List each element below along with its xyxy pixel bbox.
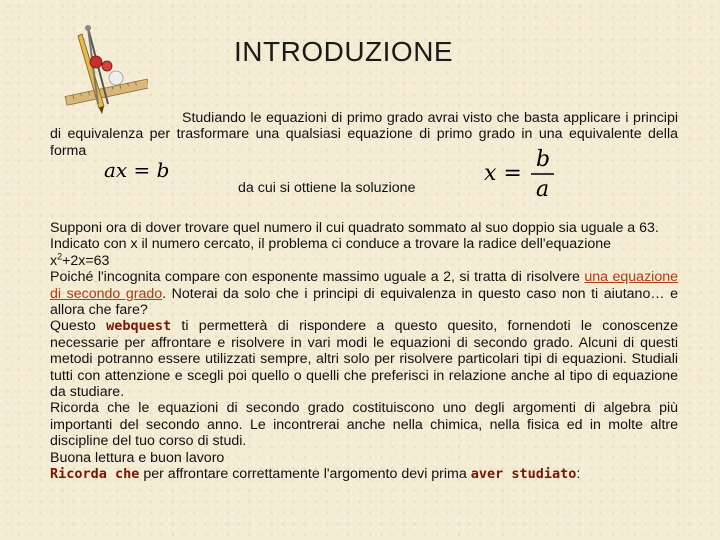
page-title: INTRODUZIONE xyxy=(234,36,454,67)
studied-emphasis: aver studiato xyxy=(470,466,577,483)
formula-denominator: a xyxy=(536,177,550,202)
paragraph-equation-intro: Indicato con x il numero cercato, il problema ci conduce a trovare la radice dell'equazione xyxy=(50,236,612,253)
text-span: per affrontare correttamente l'argomento devi prima xyxy=(143,466,467,483)
equation-rest: +2x=63 xyxy=(62,252,110,269)
paragraph-equation xyxy=(50,253,678,269)
linear-equation-formula: ax = b xyxy=(104,158,170,182)
drawing-tools-icon xyxy=(58,18,148,118)
formula-lhs: x = xyxy=(484,161,522,186)
equation-exponent: 2 xyxy=(57,251,63,262)
paragraph-problem: Supponi ora di dover trovare quel numero il cui quadrato sommato al suo doppio sia uguale a 63. xyxy=(50,220,659,236)
paragraph-webquest xyxy=(50,318,678,400)
text-span: Poiché l'incognita compare con esponente massimo uguale a 2, si tratta di risolvere xyxy=(50,269,580,286)
paragraph-greeting: Buona lettura e buon lavoro xyxy=(50,449,225,466)
solution-text: da cui si ottiene la soluzione xyxy=(238,180,416,196)
webquest-emphasis: webquest xyxy=(106,318,172,335)
text-span: : xyxy=(576,466,581,483)
text-span: . Noterai da solo che i principi di equivalenza in questo caso non ti aiutano… e allora che fare? xyxy=(50,285,678,319)
solution-formula xyxy=(484,144,564,204)
paragraph-second-degree xyxy=(50,269,678,318)
body-text xyxy=(50,220,678,483)
paragraph-reminder xyxy=(50,466,678,482)
equation-base: x xyxy=(50,252,58,269)
text-span: ti permetterà di rispondere a questo quesito, fornendoti le conoscenze necessarie per affrontare e risolvere in vari modi le equazioni di secondo grado. Alcuni di questi metodi potranno essere utilizzati sempre, altri solo per risolvere particolari tipi di equazioni. Studiali tutti con attenzione e scegli poi quello o quelli che preferisci in relazione anche al tipo di equazione da studiare. xyxy=(50,318,678,401)
formula-numerator: b xyxy=(536,147,551,172)
reminder-emphasis: Ricorda che xyxy=(50,466,140,483)
intro-paragraph: Studiando le equazioni di primo grado avrai visto che basta applicare i principi di equivalenza per trasformare una qualsiasi equazione di primo grado in una equivalente della forma xyxy=(50,110,678,159)
text-span: Questo xyxy=(50,318,96,335)
second-degree-link[interactable]: una equazione di secondo grado xyxy=(50,269,678,302)
paragraph-importance: Ricorda che le equazioni di secondo grado costituiscono uno degli argomenti di algebra più importanti del secondo anno. Le incontrerai anche nella chimica, nella fisica ed in molte altre discipline del tuo corso di studi. xyxy=(50,400,678,450)
